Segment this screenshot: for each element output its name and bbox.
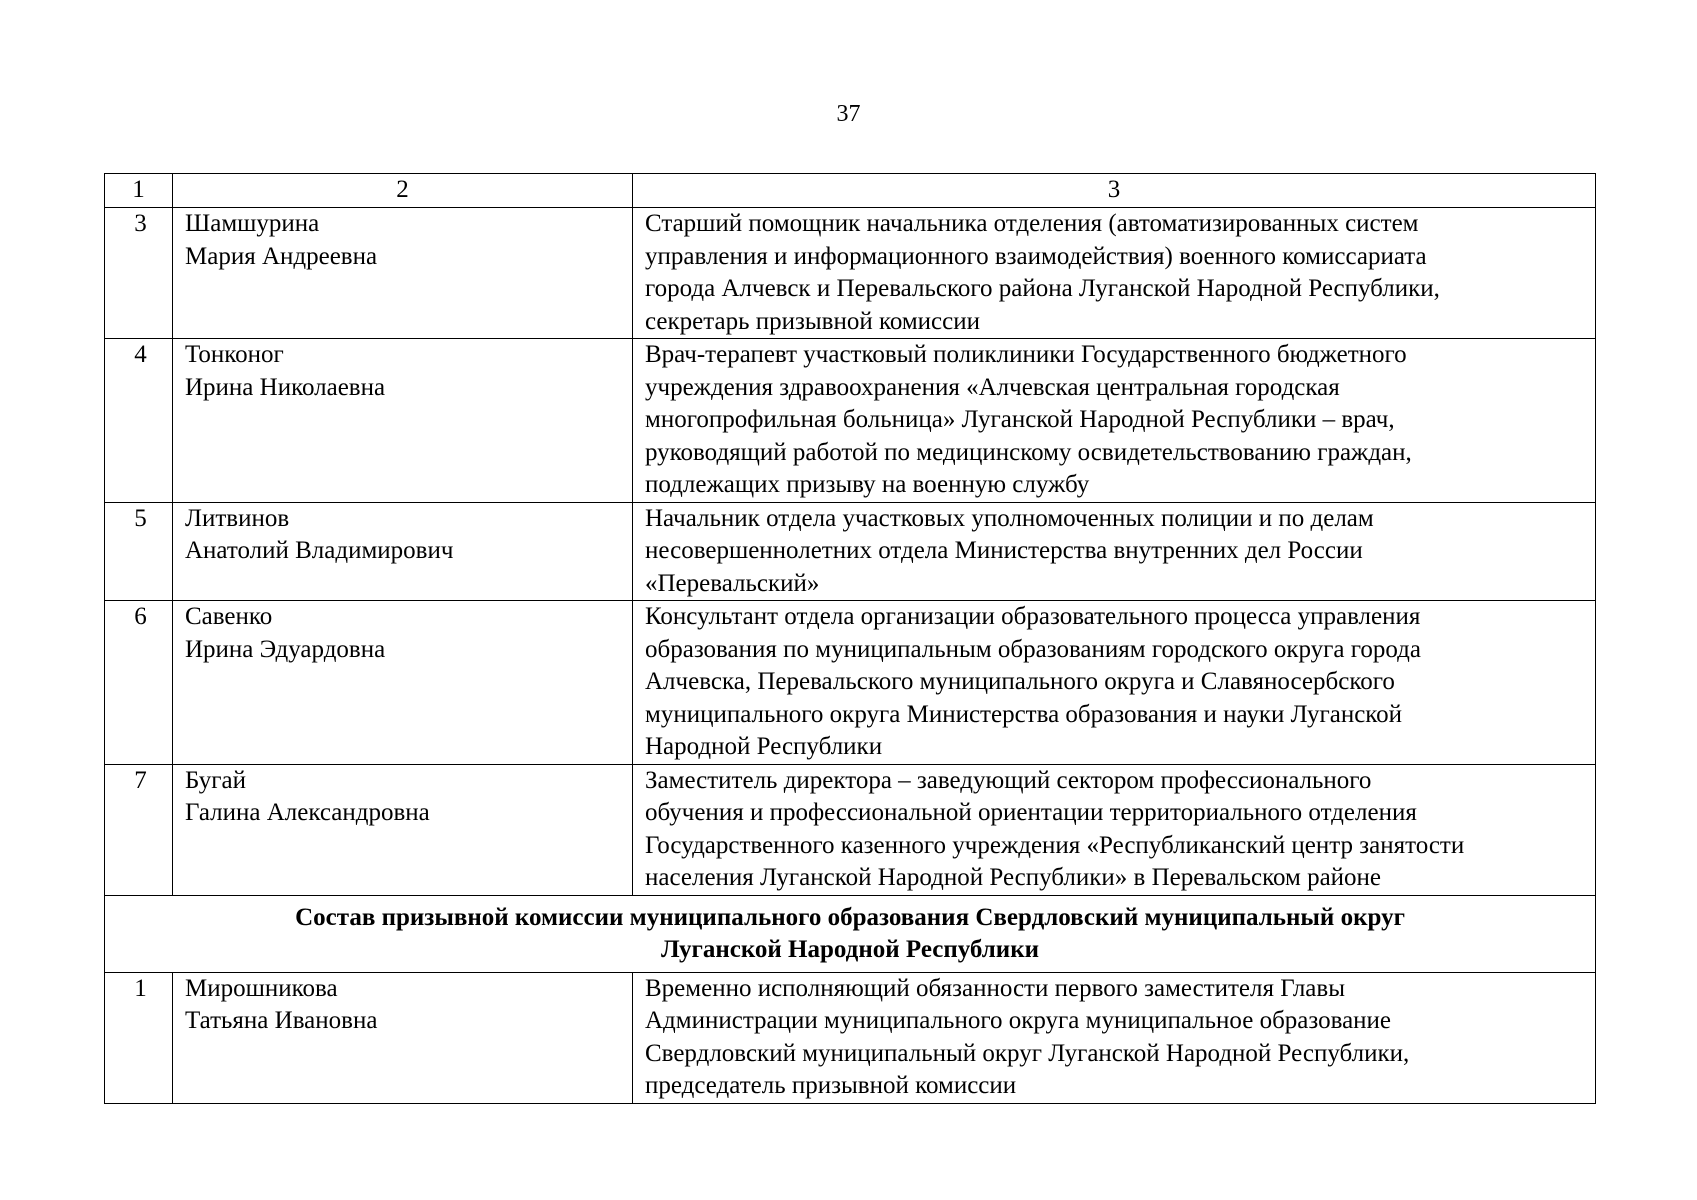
member-position-line: Временно исполняющий обязанности первого заместителя Главы — [645, 974, 1345, 1002]
member-position-line: секретарь призывной комиссии — [645, 307, 981, 335]
member-position — [633, 972, 1596, 1103]
member-name — [173, 764, 633, 895]
row-number: 7 — [105, 764, 173, 895]
table-row — [105, 208, 1596, 339]
table-row — [105, 502, 1596, 601]
column-number-2: 2 — [173, 174, 633, 208]
member-name-line: Бугай — [185, 766, 246, 794]
member-position — [633, 601, 1596, 765]
member-position — [633, 339, 1596, 503]
member-name — [173, 601, 633, 765]
member-name — [173, 972, 633, 1103]
member-position-line: Администрации муниципального округа муниципальное образование — [645, 1007, 1392, 1034]
member-position — [633, 208, 1596, 339]
row-number: 3 — [105, 208, 173, 339]
member-position-line: обучения и профессиональной ориентации территориального отделения — [645, 799, 1417, 826]
section-heading — [105, 895, 1596, 972]
table-row — [105, 972, 1596, 1103]
table-row — [105, 764, 1596, 895]
member-name-line: Мария Андреевна — [185, 242, 378, 270]
member-name-line: Ирина Эдуардовна — [185, 635, 386, 663]
member-position-line: «Перевальский» — [645, 569, 820, 597]
member-position-line: Начальник отдела участковых уполномоченных полиции и по делам — [645, 504, 1374, 532]
row-number: 5 — [105, 502, 173, 601]
page-number: 37 — [836, 101, 861, 127]
member-name-line: Татьяна Ивановна — [185, 1007, 378, 1034]
member-position-line: председатель призывной комиссии — [645, 1072, 1017, 1099]
member-position — [633, 502, 1596, 601]
member-name-line: Савенко — [185, 603, 273, 630]
section-heading-line: Луганской Народной Республики — [660, 936, 1040, 963]
column-number-3: 3 — [633, 174, 1596, 208]
member-position-line: Свердловский муниципальный округ Луганской Народной Республики, — [645, 1039, 1410, 1067]
table-row — [105, 601, 1596, 765]
member-name — [173, 502, 633, 601]
row-number: 1 — [105, 972, 173, 1103]
member-position — [633, 764, 1596, 895]
member-name-line: Литвинов — [185, 504, 290, 532]
column-number-1: 1 — [105, 174, 173, 208]
table-row — [105, 339, 1596, 503]
member-position-line: учреждения здравоохранения «Алчевская центральная городская — [645, 373, 1340, 401]
member-name — [173, 208, 633, 339]
member-position-line: населения Луганской Народной Республики» в Перевальском районе — [645, 864, 1382, 891]
column-number-row — [105, 174, 1596, 208]
row-number: 6 — [105, 601, 173, 765]
member-position-line: многопрофильная больница» Луганской Народной Республики – врач, — [645, 406, 1395, 433]
member-position-line: несовершеннолетних отдела Министерства внутренних дел России — [645, 537, 1363, 564]
row-number: 4 — [105, 339, 173, 503]
member-position-line: подлежащих призыву на военную службу — [645, 471, 1090, 498]
member-position-line: Консультант отдела организации образовательного процесса управления — [645, 603, 1421, 630]
member-position-line: Алчевска, Перевальского муниципального округа и Славяносербского — [645, 668, 1395, 695]
commission-table — [104, 173, 1596, 1104]
member-name-line: Мирошникова — [185, 974, 338, 1002]
member-name-line: Анатолий Владимирович — [185, 537, 454, 564]
member-position-line: Государственного казенного учреждения «Республиканский центр занятости — [645, 831, 1465, 859]
member-position-line: образования по муниципальным образованиям городского округа города — [645, 635, 1421, 663]
member-name — [173, 339, 633, 503]
section-heading-row — [105, 895, 1596, 972]
member-name-line: Тонконог — [185, 341, 284, 368]
member-position-line: Заместитель директора – заведующий сектором профессионального — [645, 766, 1372, 794]
member-name-line: Шамшурина — [185, 210, 320, 237]
member-position-line: Народной Республики — [645, 733, 883, 760]
member-name-line: Галина Александровна — [185, 799, 430, 826]
member-position-line: руководящий работой по медицинскому освидетельствованию граждан, — [645, 438, 1412, 466]
member-position-line: муниципального округа Министерства образования и науки Луганской — [645, 700, 1403, 728]
member-position-line: города Алчевск и Перевальского района Луганской Народной Республики, — [645, 275, 1440, 302]
table-body — [105, 174, 1596, 1104]
section-heading-line: Состав призывной комиссии муниципального образования Свердловский муниципальный округ — [295, 903, 1405, 931]
member-position-line: Врач-терапевт участковый поликлиники Государственного бюджетного — [645, 341, 1407, 368]
member-position-line: управления и информационного взаимодействия) военного комиссариата — [645, 242, 1427, 270]
member-position-line: Старший помощник начальника отделения (автоматизированных систем — [645, 210, 1419, 237]
member-name-line: Ирина Николаевна — [185, 373, 386, 401]
